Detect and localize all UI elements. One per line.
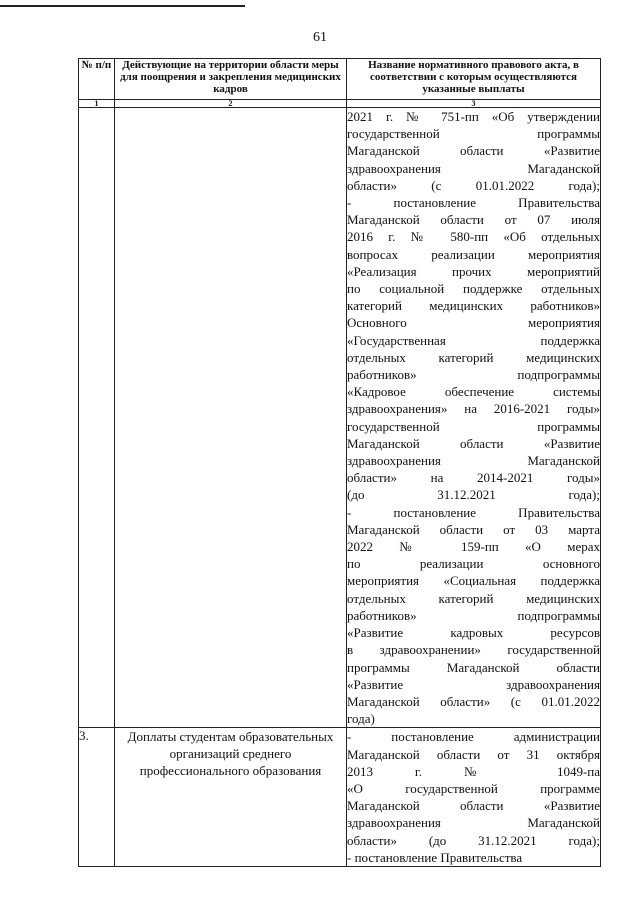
text-line: - постановление администрации: [347, 729, 600, 745]
text-line: категорий медицинских работников»: [347, 298, 600, 314]
measures-table: [78, 58, 601, 867]
text-line: здравоохранения Магаданской: [347, 160, 600, 176]
table-row-continued: [79, 108, 601, 728]
text-line: Магаданской области от 07 июля: [347, 212, 600, 228]
top-decorative-rule: [0, 5, 245, 7]
text-line: - постановление Правительства: [347, 195, 600, 211]
legal-act-cell: [347, 728, 601, 867]
text-line: по социальной поддержке отдельных: [347, 281, 600, 297]
row-number-cell: [79, 108, 115, 728]
text-line: (до 31.12.2021 года);: [347, 487, 600, 503]
page-number: 61: [313, 30, 327, 45]
text-line: программы Магаданской области: [347, 659, 600, 675]
text-line: 2016 г. № 580-пп «Об отдельных: [347, 229, 600, 245]
text-line: мероприятия «Социальная поддержка: [347, 573, 600, 589]
header-measures: Действующие на территории области меры для поощрения и закрепления медицинских кадров: [115, 59, 347, 100]
text-line: государственной программы: [347, 418, 600, 434]
text-line: «Реализация прочих мероприятий: [347, 263, 600, 279]
text-line: области» (до 31.12.2021 года);: [347, 832, 600, 848]
text-line: Магаданской области от 31 октября: [347, 746, 600, 762]
text-line: Магаданской области» (с 01.01.2022: [347, 693, 600, 709]
header-number: № п/п: [79, 59, 115, 100]
text-line: отдельных категорий медицинских: [347, 590, 600, 606]
column-number: 2: [115, 100, 347, 108]
text-line: Магаданской области «Развитие: [347, 798, 600, 814]
text-line: «О государственной программе: [347, 780, 600, 796]
text-line: здравоохранения Магаданской: [347, 815, 600, 831]
text-line: в здравоохранении» государственной: [347, 642, 600, 658]
text-line: Магаданской области от 03 марта: [347, 521, 600, 537]
text-line: области» на 2014-2021 годы»: [347, 470, 600, 486]
text-line: Магаданской области «Развитие: [347, 435, 600, 451]
text-line: 2013 г. № 1049-па: [347, 763, 600, 779]
text-line: здравоохранения» на 2016-2021 годы»: [347, 401, 600, 417]
text-line: - постановление Правительства: [347, 504, 600, 520]
text-line: 2022 № 159-пп «О мерах: [347, 539, 600, 555]
text-line: Основного мероприятия: [347, 315, 600, 331]
text-line: 2021 г. № 751-пп «Об утверждении: [347, 109, 600, 124]
column-number: 1: [79, 100, 115, 108]
legal-act-cell: [347, 108, 601, 728]
text-line: по реализации основного: [347, 556, 600, 572]
text-line: государственной программы: [347, 126, 600, 142]
measure-cell: [115, 108, 347, 728]
text-line: здравоохранения Магаданской: [347, 453, 600, 469]
text-line: «Развитие здравоохранения: [347, 676, 600, 692]
text-line: - постановление Правительства: [347, 849, 523, 865]
table-header-row: [79, 59, 601, 100]
column-numbers-row: [79, 100, 601, 108]
column-number: 3: [347, 100, 601, 108]
text-line: области» (с 01.01.2022 года);: [347, 177, 600, 193]
text-line: «Развитие кадровых ресурсов: [347, 625, 600, 641]
text-line: отдельных категорий медицинских: [347, 349, 600, 365]
table-row: [79, 728, 601, 867]
text-line: «Государственная поддержка: [347, 332, 600, 348]
text-line: работников» подпрограммы: [347, 607, 600, 623]
header-legal-act: Название нормативного правового акта, в соответствии с которым осуществляются указанные выплаты: [347, 59, 601, 100]
text-line: года): [347, 711, 375, 727]
text-line: «Кадровое обеспечение системы: [347, 384, 600, 400]
text-line: Магаданской области «Развитие: [347, 143, 600, 159]
row-number: 3.: [79, 728, 115, 867]
text-line: вопросах реализации мероприятия: [347, 246, 600, 262]
measure-text: Доплаты студентам образовательных организаций среднего профессионального образования: [115, 728, 347, 867]
text-line: работников» подпрограммы: [347, 367, 600, 383]
